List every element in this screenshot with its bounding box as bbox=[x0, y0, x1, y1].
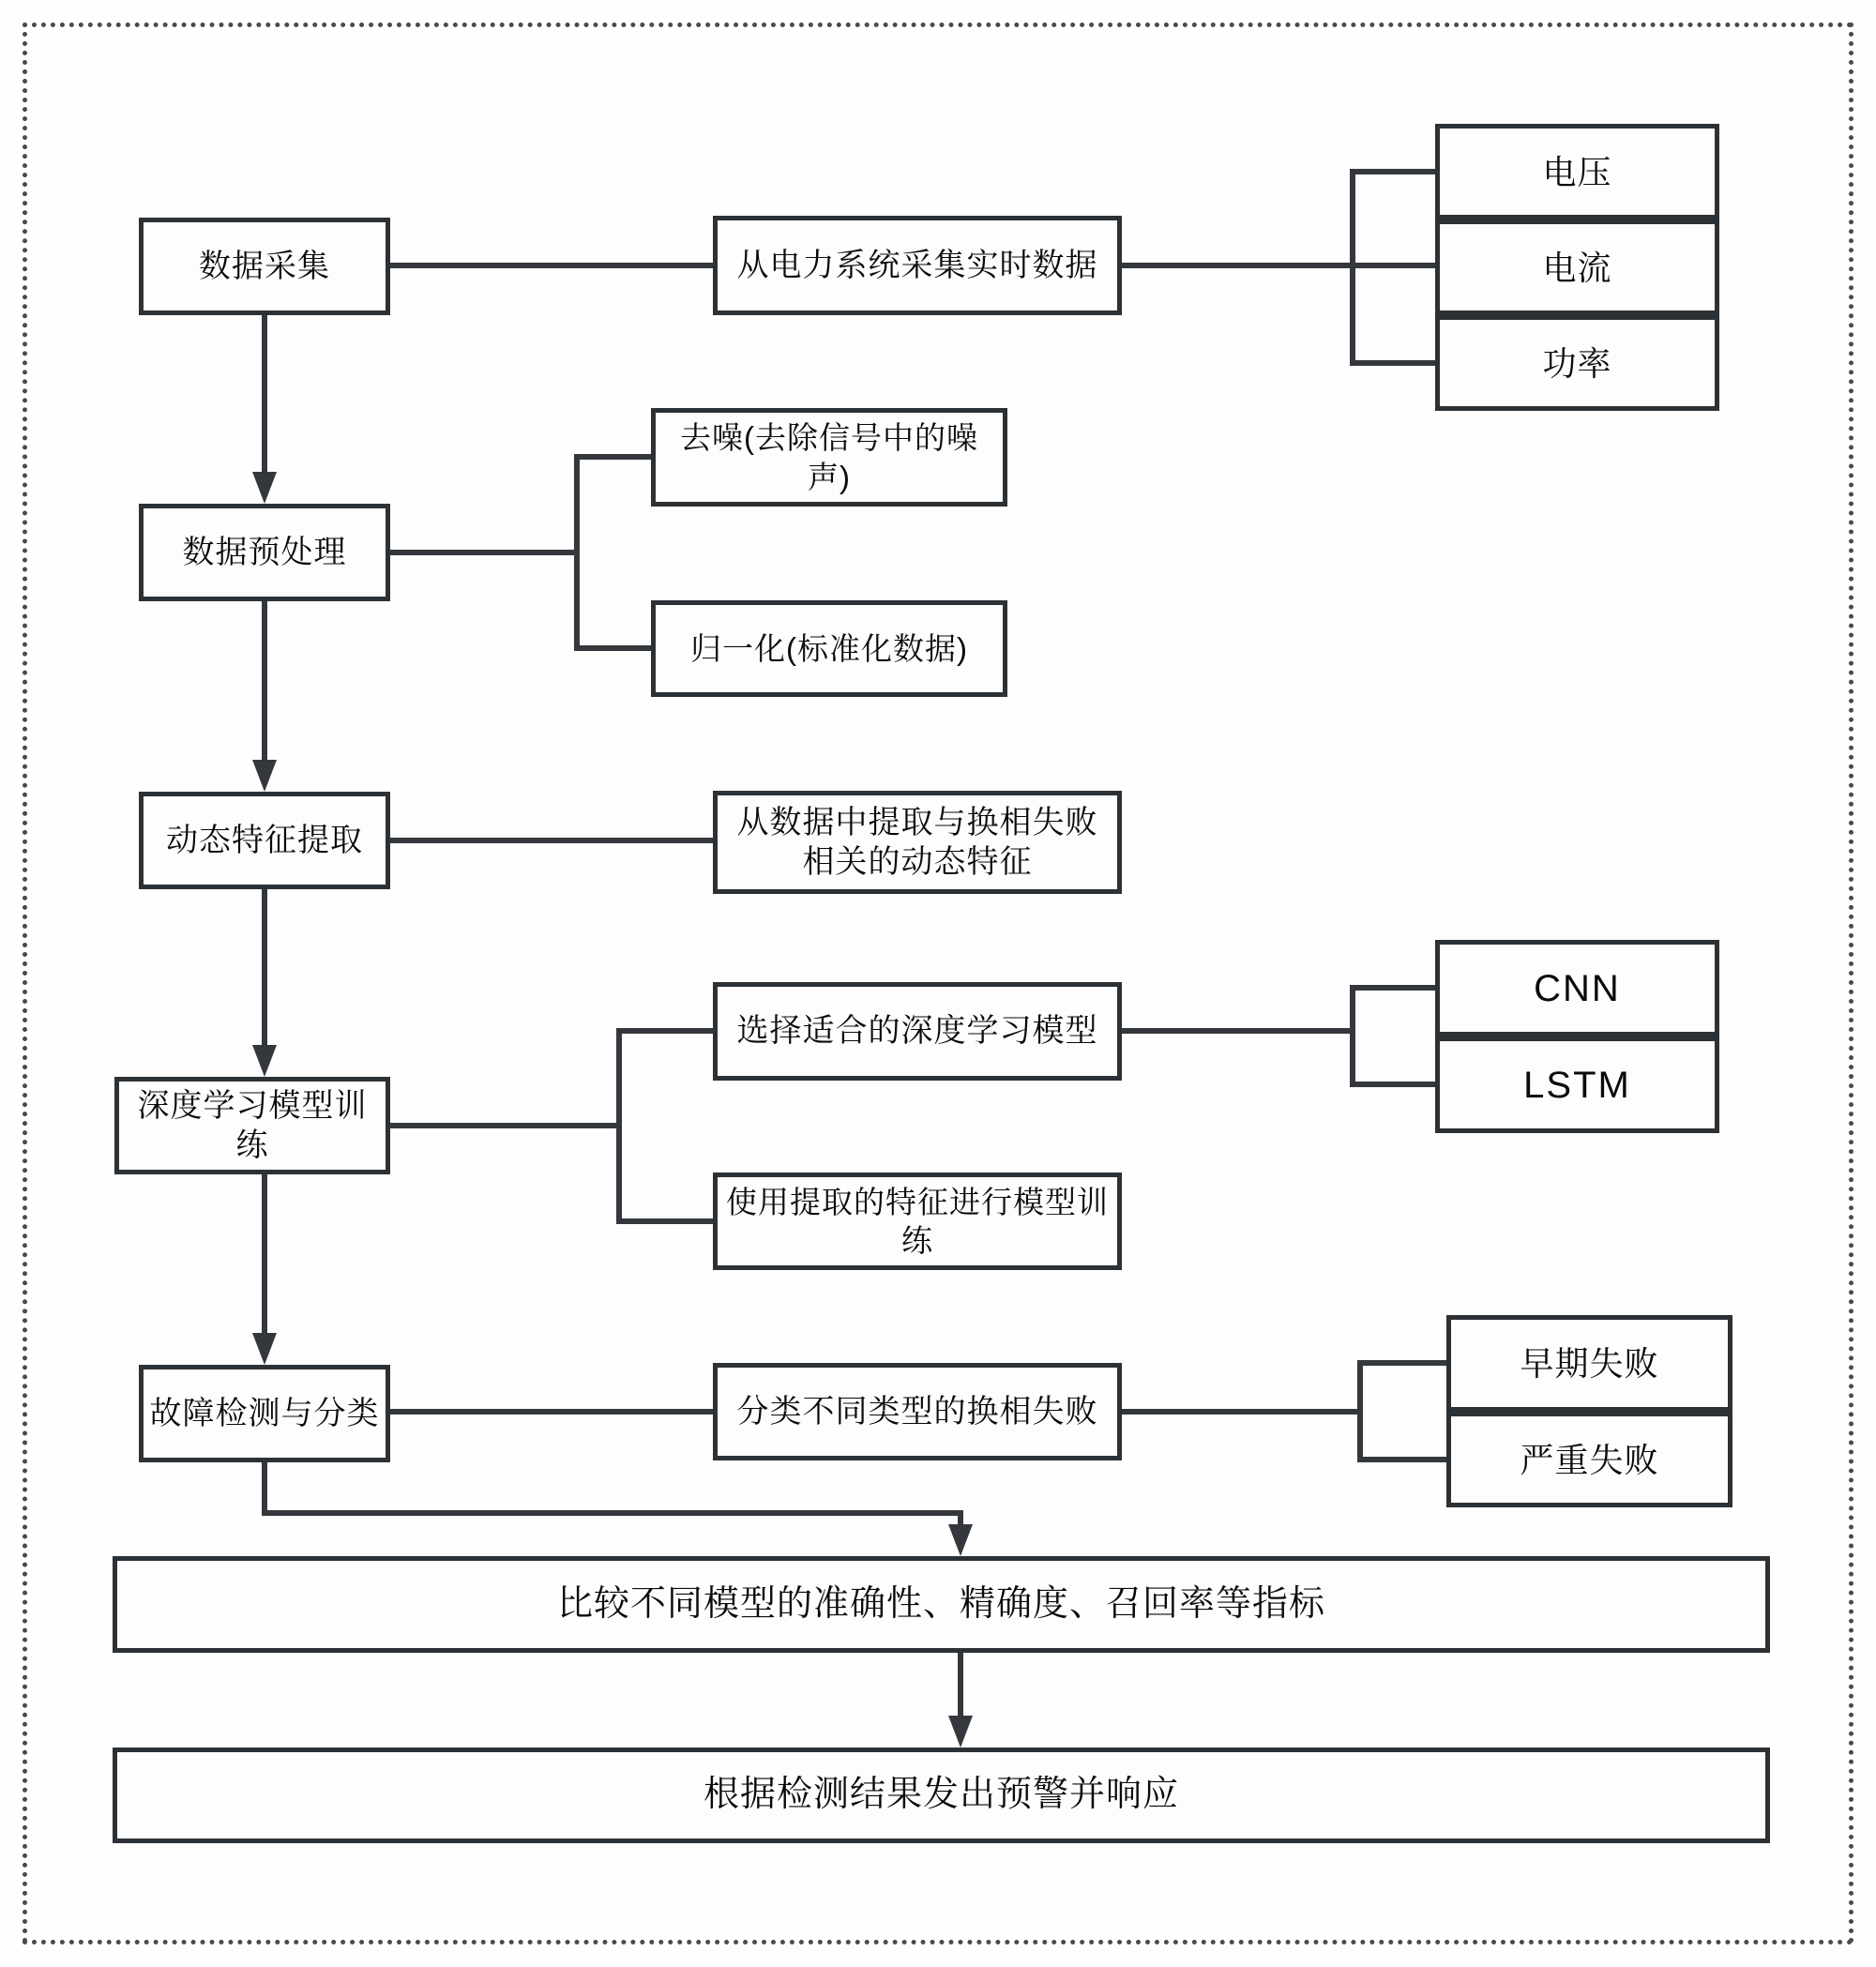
failure-box-early bbox=[1446, 1315, 1732, 1412]
bracket-training-top-stub bbox=[616, 1028, 713, 1034]
failure-label: 严重失败 bbox=[1520, 1440, 1659, 1479]
connector-stage4-stage5 bbox=[262, 1174, 267, 1335]
connector-select-models bbox=[1122, 1028, 1353, 1034]
bracket-signals-bottom-stub bbox=[1350, 360, 1435, 366]
stage-box-dynamic-feature-extraction bbox=[139, 792, 390, 889]
arrowhead-down-icon bbox=[252, 472, 277, 504]
stage-label: 数据采集 bbox=[199, 248, 330, 284]
signal-label: 功率 bbox=[1542, 343, 1612, 383]
stage-label: 数据预处理 bbox=[182, 534, 347, 570]
bracket-training-bottom-stub bbox=[616, 1218, 713, 1224]
detail-box-normalize bbox=[651, 600, 1007, 697]
signal-box-current bbox=[1435, 219, 1719, 315]
connector-collect-signals bbox=[1122, 263, 1435, 268]
signal-label: 电流 bbox=[1542, 248, 1612, 287]
detail-box-select-model bbox=[713, 982, 1122, 1081]
bracket-models-vertical bbox=[1350, 985, 1355, 1087]
bracket-failures-top-stub bbox=[1357, 1360, 1446, 1366]
model-label: LSTM bbox=[1523, 1064, 1631, 1106]
result-label: 根据检测结果发出预警并响应 bbox=[703, 1775, 1179, 1815]
arrowhead-down-icon bbox=[948, 1524, 973, 1556]
failure-label: 早期失败 bbox=[1520, 1344, 1659, 1383]
signal-box-power bbox=[1435, 315, 1719, 411]
stage-box-dl-model-training bbox=[114, 1077, 390, 1174]
elbow-right-segment bbox=[262, 1510, 963, 1516]
elbow-down-segment bbox=[262, 1462, 267, 1516]
arrowhead-down-icon bbox=[948, 1716, 973, 1748]
connector-stage3-stage4 bbox=[262, 889, 267, 1047]
bracket-signals-top-stub bbox=[1350, 169, 1435, 174]
connector-training-bracket bbox=[390, 1123, 622, 1128]
detail-box-collect-data bbox=[713, 216, 1122, 315]
connector-preprocessing-bracket bbox=[390, 550, 580, 555]
detail-label: 使用提取的特征进行模型训练 bbox=[726, 1184, 1109, 1258]
connector-classify-failures bbox=[1122, 1409, 1360, 1415]
bracket-training-vertical bbox=[616, 1028, 622, 1224]
stage-label: 故障检测与分类 bbox=[149, 1395, 380, 1431]
connector-stage2-stage3 bbox=[262, 601, 267, 762]
connector-compare-respond bbox=[958, 1653, 963, 1717]
model-label: CNN bbox=[1534, 967, 1621, 1009]
detail-label-line1: 从数据中提取与换相失败 bbox=[736, 804, 1098, 840]
bracket-preprocessing-bottom-stub bbox=[574, 645, 651, 651]
bracket-models-bottom-stub bbox=[1350, 1082, 1435, 1087]
result-box-warning-response bbox=[113, 1748, 1770, 1843]
stage-box-data-collection bbox=[139, 218, 390, 315]
bracket-preprocessing-vertical bbox=[574, 454, 580, 651]
detail-box-classify bbox=[713, 1363, 1122, 1460]
bracket-signals-vertical bbox=[1350, 169, 1355, 366]
bracket-failures-vertical bbox=[1357, 1360, 1363, 1462]
model-box-cnn bbox=[1435, 940, 1719, 1036]
detail-box-extract-features bbox=[713, 791, 1122, 894]
arrowhead-down-icon bbox=[252, 1333, 277, 1365]
connector-stage1-stage2 bbox=[262, 315, 267, 477]
model-box-lstm bbox=[1435, 1036, 1719, 1133]
signal-box-voltage bbox=[1435, 124, 1719, 219]
detail-box-denoise bbox=[651, 408, 1007, 507]
connector-collection-detail bbox=[390, 263, 713, 268]
detail-label-line2: 相关的动态特征 bbox=[802, 844, 1033, 880]
failure-box-severe bbox=[1446, 1412, 1732, 1507]
bracket-failures-bottom-stub bbox=[1357, 1457, 1446, 1462]
arrowhead-down-icon bbox=[252, 760, 277, 792]
stage-label: 深度学习模型训练 bbox=[137, 1087, 368, 1163]
detail-label: 从电力系统采集实时数据 bbox=[736, 247, 1098, 283]
stage-box-data-preprocessing bbox=[139, 504, 390, 601]
detail-label: 选择适合的深度学习模型 bbox=[736, 1013, 1098, 1050]
connector-extraction-detail bbox=[390, 838, 713, 843]
bracket-models-top-stub bbox=[1350, 985, 1435, 991]
arrowhead-down-icon bbox=[252, 1045, 277, 1077]
bracket-preprocessing-top-stub bbox=[574, 454, 651, 460]
detail-label bbox=[737, 803, 1098, 883]
stage-box-fault-detection-classification bbox=[139, 1365, 390, 1462]
result-box-compare-metrics bbox=[113, 1556, 1770, 1653]
connector-detection-detail bbox=[390, 1409, 713, 1415]
detail-box-train-model bbox=[713, 1173, 1122, 1270]
detail-label: 分类不同类型的换相失败 bbox=[736, 1393, 1098, 1430]
signal-label: 电压 bbox=[1542, 152, 1612, 191]
result-label: 比较不同模型的准确性、精确度、召回率等指标 bbox=[556, 1583, 1325, 1624]
detail-label: 去噪(去除信号中的噪声) bbox=[680, 420, 978, 494]
stage-label: 动态特征提取 bbox=[166, 822, 363, 858]
detail-label: 归一化(标准化数据) bbox=[690, 630, 968, 666]
